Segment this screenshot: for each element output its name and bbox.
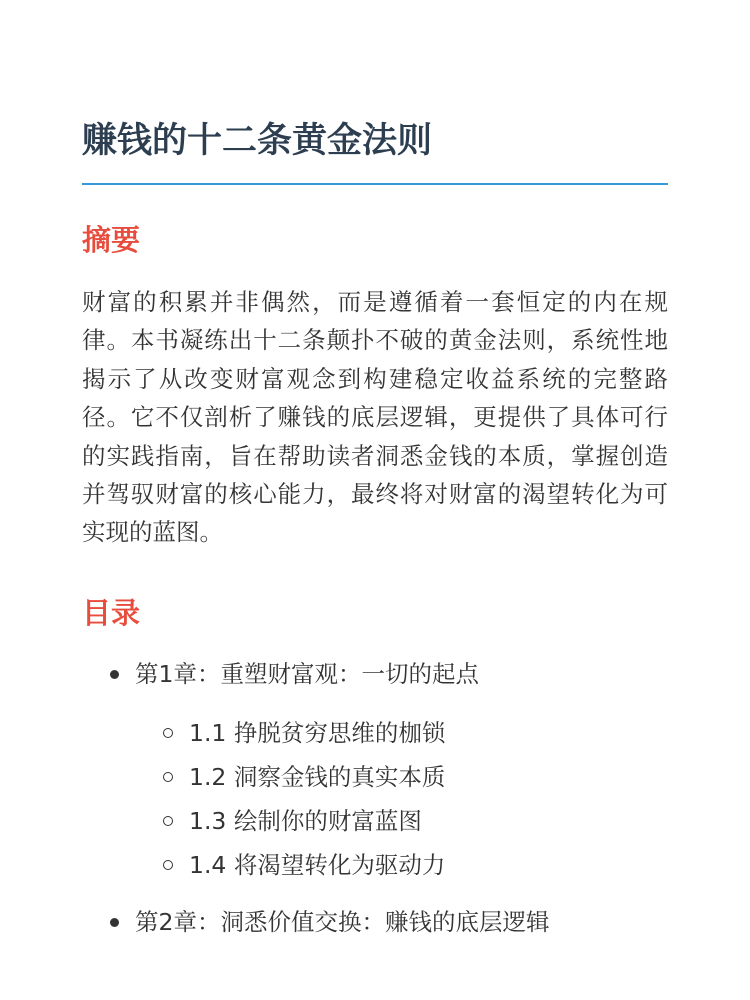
title-divider: [82, 183, 668, 185]
summary-text: 财富的积累并非偶然，而是遵循着一套恒定的内在规律。本书凝练出十二条颠扑不破的黄金法则，系统性地揭示了从改变财富观念到构建稳定收益系统的完整路径。它不仅剖析了赚钱的底层逻辑，更提供了具体可行的实践指南，旨在帮助读者洞悉金钱的本质，掌握创造并驾驭财富的核心能力，最终将对财富的渴望转化为可实现的蓝图。: [82, 288, 668, 547]
toc-section-label: 1.3 绘制你的财富蓝图: [189, 807, 422, 835]
toc-section-label: 1.1 挣脱贫穷思维的枷锁: [189, 719, 446, 747]
toc-section-label: 1.2 洞察金钱的真实本质: [189, 763, 446, 791]
bullet-circle-icon: [163, 860, 173, 870]
toc-chapter-label: 第1章：重塑财富观：一切的起点: [135, 660, 479, 688]
toc-section-1-2[interactable]: [189, 760, 445, 794]
toc-section-1-1[interactable]: [189, 716, 445, 750]
bullet-circle-icon: [163, 772, 173, 782]
toc-chapter-2[interactable]: [135, 905, 549, 939]
toc-section-label: 1.4 将渴望转化为驱动力: [189, 851, 446, 879]
bullet-circle-icon: [163, 816, 173, 826]
page-title: 赚钱的十二条黄金法则: [82, 121, 433, 161]
bullet-circle-icon: [163, 728, 173, 738]
toc-section-1-3[interactable]: [189, 804, 422, 838]
bullet-disc-icon: [110, 918, 119, 927]
toc-chapter-label: 第2章：洞悉价值交换：赚钱的底层逻辑: [135, 908, 550, 936]
toc-heading: 目录: [82, 596, 141, 630]
toc-section-1-4[interactable]: [189, 848, 445, 882]
toc-chapter-1[interactable]: [135, 657, 479, 691]
bullet-disc-icon: [110, 670, 119, 679]
summary-heading: 摘要: [82, 223, 141, 257]
